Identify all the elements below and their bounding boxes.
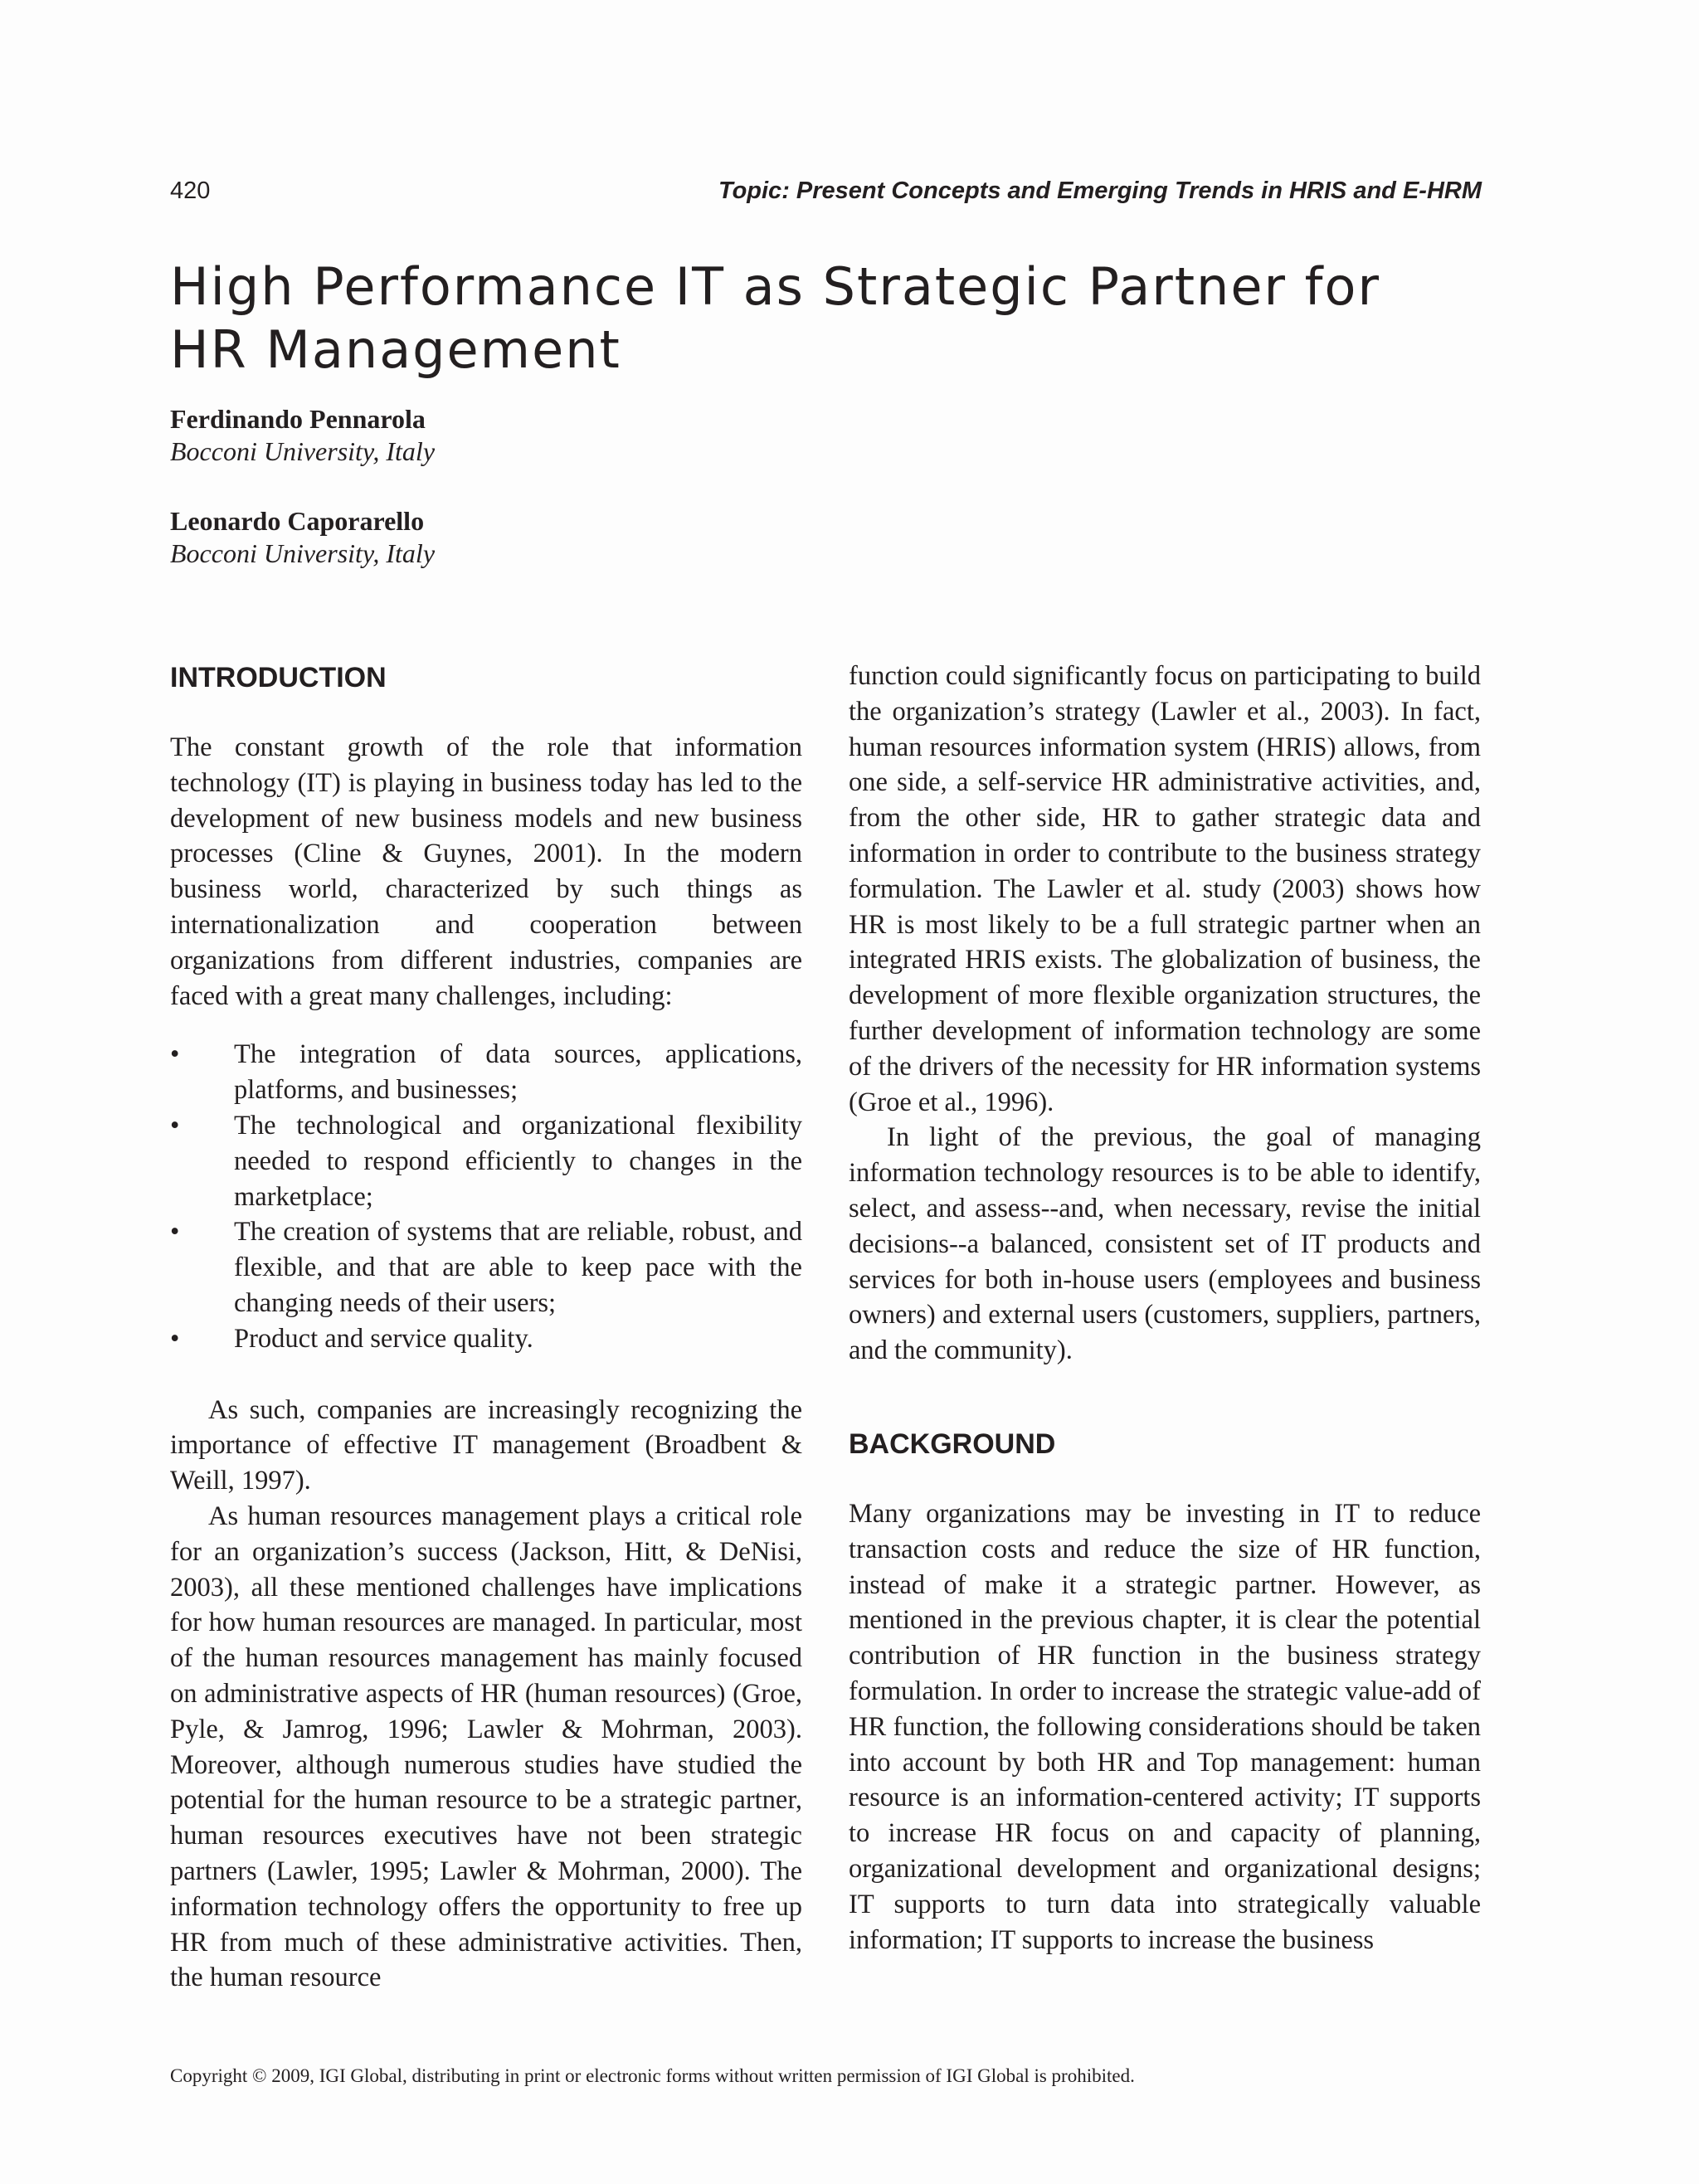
introduction-heading: INTRODUCTION: [170, 662, 387, 693]
intro-paragraph: As human resources management plays a critical role for an organization’s success (Jackson, Hitt, & DeNisi, 2003), all these mentioned challenges have implications for how human resources are managed. In particular, most of the human resources management has mainly focused on administrative aspects of HR (human resources) (Groe, Pyle, & Jamrog, 1996; Lawler & Mohrman, 2003). Moreover, although numerous studies have studied the potential for the human resource to be a strategic partner, human resources executives have not been strategic partners (Lawler, 1995; Lawler & Mohrman, 2000). The information technology offers the opportunity to free up HR from much of these administrative activities. Then, the human resource: [170, 1501, 802, 1993]
author-list: [170, 403, 435, 607]
list-item: [170, 1321, 802, 1357]
list-item-text: The creation of systems that are reliable, robust, and flexible, and that are able to keep pace with the changing needs of their users;: [234, 1217, 802, 1318]
bullet-icon: •: [170, 1039, 180, 1070]
paper-title: [170, 255, 1497, 382]
intro-paragraph: The constant growth of the role that information technology (IT) is playing in business today has led to the development of new business models and new business processes (Cline & Guynes, 2001). In the modern business world, characterized by such things as internationalization and cooperation between organizations from different industries, companies are faced with a great many challenges, including:: [170, 732, 802, 1011]
author-name: Leonardo Caporarello: [170, 506, 425, 536]
running-header: [170, 178, 1482, 211]
bullet-icon: •: [170, 1323, 180, 1354]
background-paragraph: Many organizations may be investing in IT to reduce transaction costs and reduce the size of HR function, instead of make it a strategic partner. However, as mentioned in the previous chapter, it is clear the potential contribution of HR function in the business strategy formulation. In order to increase the strategic value-add of HR function, the following considerations should be taken into account by both HR and Top management: human resource is an information-centered activity; IT supports to increase HR focus on and capacity of planning, organizational development and organizational designs; IT supports to turn data into strategically valuable information; IT supports to increase the business: [849, 1498, 1481, 1955]
author-affiliation: Bocconi University, Italy: [170, 436, 436, 466]
list-item-text: The integration of data sources, applications, platforms, and businesses;: [234, 1039, 802, 1106]
background-heading: BACKGROUND: [849, 1428, 1056, 1460]
intro-paragraph-continued: function could significantly focus on participating to build the organization’s strategy (Lawler et al., 2003). In fact, human resources information system (HRIS) allows, from one side, a self-service HR administrative activities, and, from the other side, HR to gather strategic data and information in order to contribute to the business strategy formulation. The Lawler et al. study (2003) shows how HR is most likely to be a full strategic partner when an integrated HRIS exists. The globalization of business, the development of more flexible organization structures, the further development of information technology are some of the drivers of the necessity for HR information systems (Groe et al., 1996).: [849, 661, 1481, 1117]
author-affiliation: Bocconi University, Italy: [170, 538, 436, 568]
list-item: [170, 1108, 802, 1214]
title-line-2: HR Management: [170, 319, 621, 380]
left-column: [170, 657, 802, 1996]
intro-paragraph: In light of the previous, the goal of managing information technology resources is to be able to identify, select, and assess--and, when necessary, revise the initial decisions--a balanced, consistent set of IT products and services for both in-house users (employees and business owners) and external users (customers, suppliers, partners, and the community).: [849, 1122, 1481, 1366]
list-item: [170, 1037, 802, 1108]
list-item-text: Product and service quality.: [234, 1323, 533, 1354]
right-column: [849, 659, 1481, 1958]
author-block: [170, 505, 435, 570]
challenges-list: [170, 1037, 802, 1356]
copyright-footer: Copyright © 2009, IGI Global, distributing in print or electronic forms without written permission of IGI Global is prohibited.: [170, 2065, 1135, 2086]
author-block: [170, 403, 435, 468]
intro-paragraph: As such, companies are increasingly recognizing the importance of effective IT management (Broadbent & Weill, 1997).: [170, 1394, 802, 1496]
page-number: 420: [170, 178, 211, 204]
list-item: [170, 1214, 802, 1321]
list-item-text: The technological and organizational flexibility needed to respond efficiently to changes in the marketplace;: [234, 1110, 802, 1212]
bullet-icon: •: [170, 1217, 180, 1248]
bullet-icon: •: [170, 1110, 180, 1141]
title-line-1: High Performance IT as Strategic Partner for: [170, 256, 1380, 317]
author-name: Ferdinando Pennarola: [170, 404, 426, 434]
topic-header: Topic: Present Concepts and Emerging Trends in HRIS and E-HRM: [718, 178, 1482, 204]
